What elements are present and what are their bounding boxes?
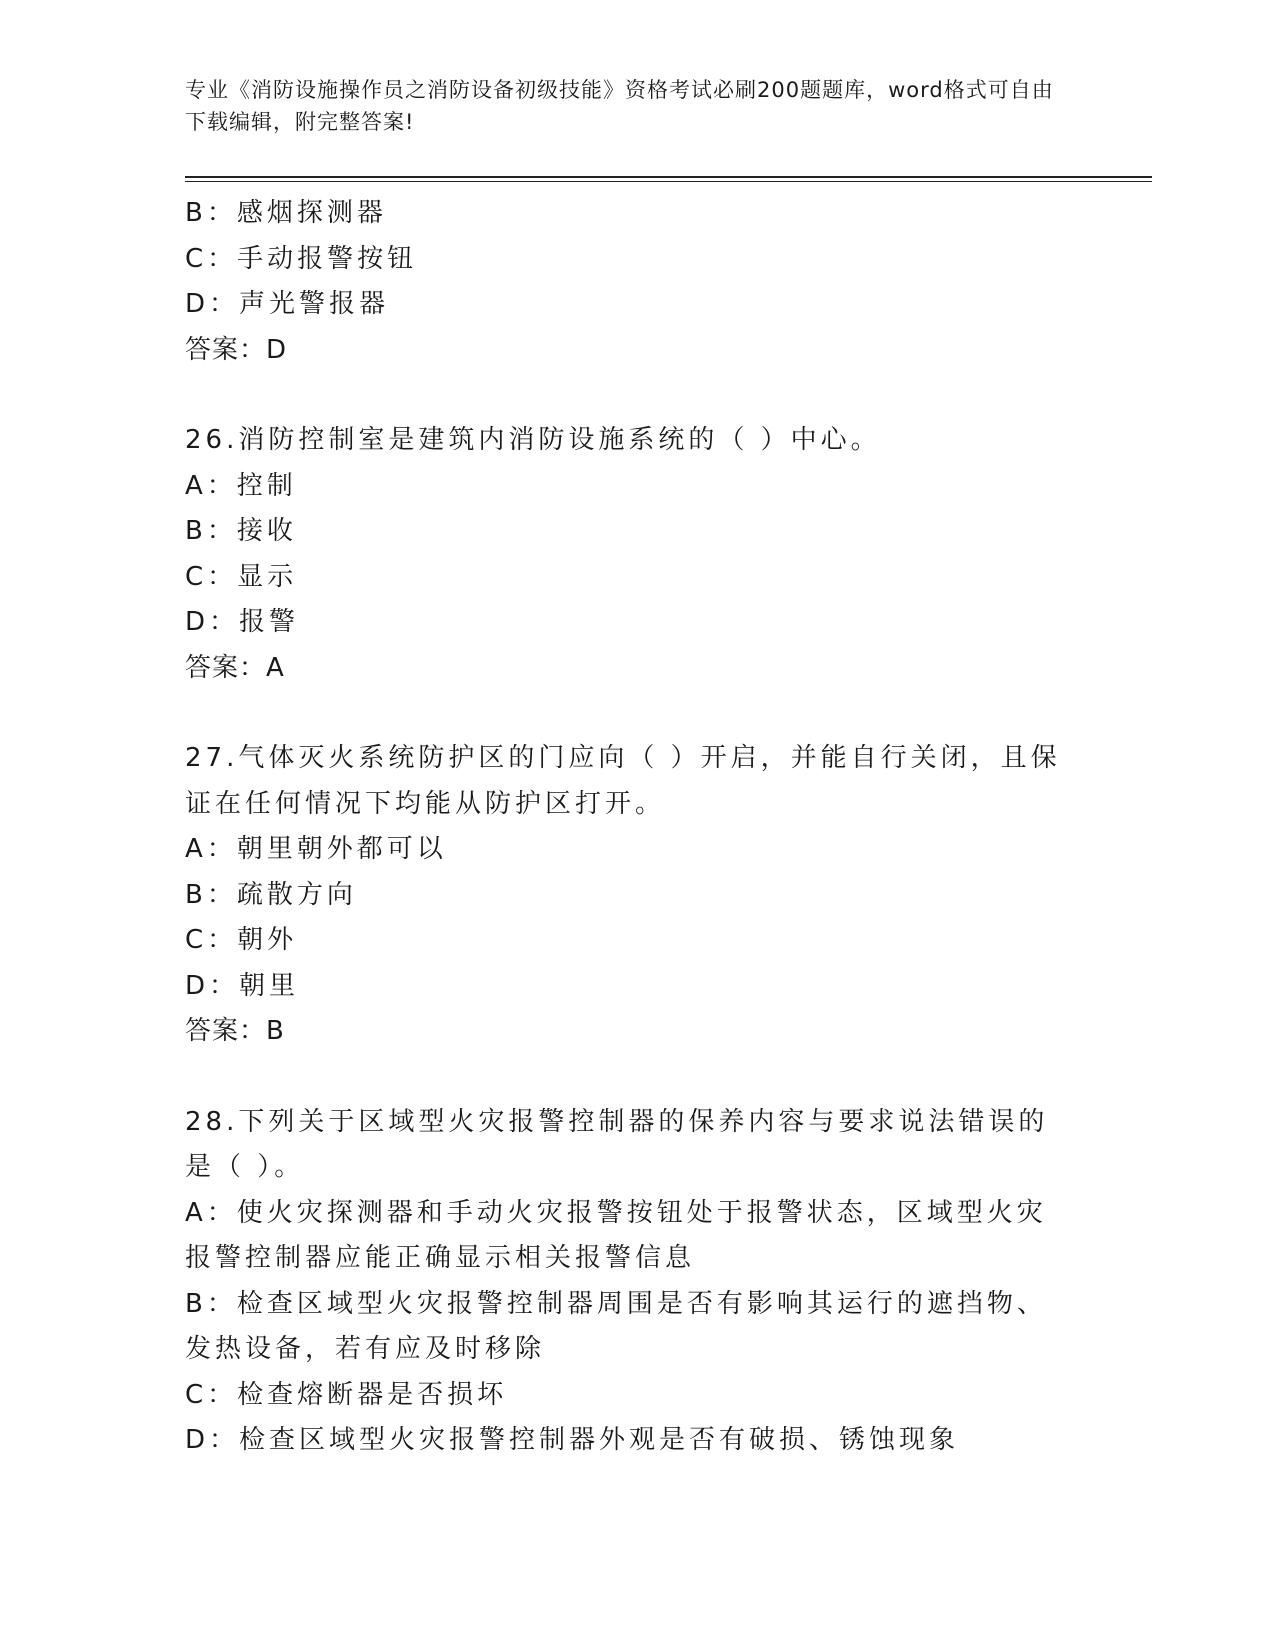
option-d: D：报警 <box>185 607 300 637</box>
option-a: A：控制 <box>185 470 297 501</box>
question-gap <box>185 373 1070 418</box>
question-27 <box>185 736 1070 1055</box>
question-28 <box>185 1100 1070 1464</box>
option-b: B：接收 <box>185 516 297 546</box>
answer: 答案：B <box>185 1016 285 1046</box>
question-25-tail <box>185 191 1070 373</box>
question-stem: 27.气体灭火系统防护区的门应向（ ）开启，并能自行关闭，且保证在任何情况下均能从防护区打开。 <box>185 743 1061 819</box>
question-stem: 28.下列关于区域型火灾报警控制器的保养内容与要求说法错误的是（ ）。 <box>185 1106 1049 1182</box>
option-b: B：感烟探测器 <box>185 198 387 228</box>
question-gap <box>185 691 1070 736</box>
header-divider-thin <box>185 181 1152 182</box>
question-26 <box>185 418 1070 691</box>
answer: 答案：D <box>185 334 288 365</box>
question-gap <box>185 1055 1070 1100</box>
option-c: C：显示 <box>185 561 298 592</box>
question-list <box>185 191 1070 1464</box>
option-d: D：检查区域型火灾报警控制器外观是否有破损、锈蚀现象 <box>185 1425 960 1455</box>
page-header: 专业《消防设施操作员之消防设备初级技能》资格考试必刷200题题库，word格式可自由下载编辑，附完整答案! <box>185 78 1054 134</box>
option-a: A：使火灾探测器和手动火灾报警按钮处于报警状态，区域型火灾报警控制器应能正确显示相关报警信息 <box>185 1197 1047 1273</box>
header-divider-thick <box>185 176 1152 178</box>
option-b: B：疏散方向 <box>185 879 357 910</box>
option-a: A：朝里朝外都可以 <box>185 834 447 864</box>
option-c: C：手动报警按钮 <box>185 243 418 274</box>
option-c: C：朝外 <box>185 925 298 955</box>
option-d: D：声光警报器 <box>185 289 390 319</box>
question-stem: 26.消防控制室是建筑内消防设施系统的（ ）中心。 <box>185 425 881 455</box>
answer: 答案：A <box>185 652 285 683</box>
option-d: D：朝里 <box>185 970 300 1001</box>
option-c: C：检查熔断器是否损坏 <box>185 1379 508 1410</box>
option-b: B：检查区域型火灾报警控制器周围是否有影响其运行的遮挡物、发热设备，若有应及时移除 <box>185 1288 1047 1364</box>
